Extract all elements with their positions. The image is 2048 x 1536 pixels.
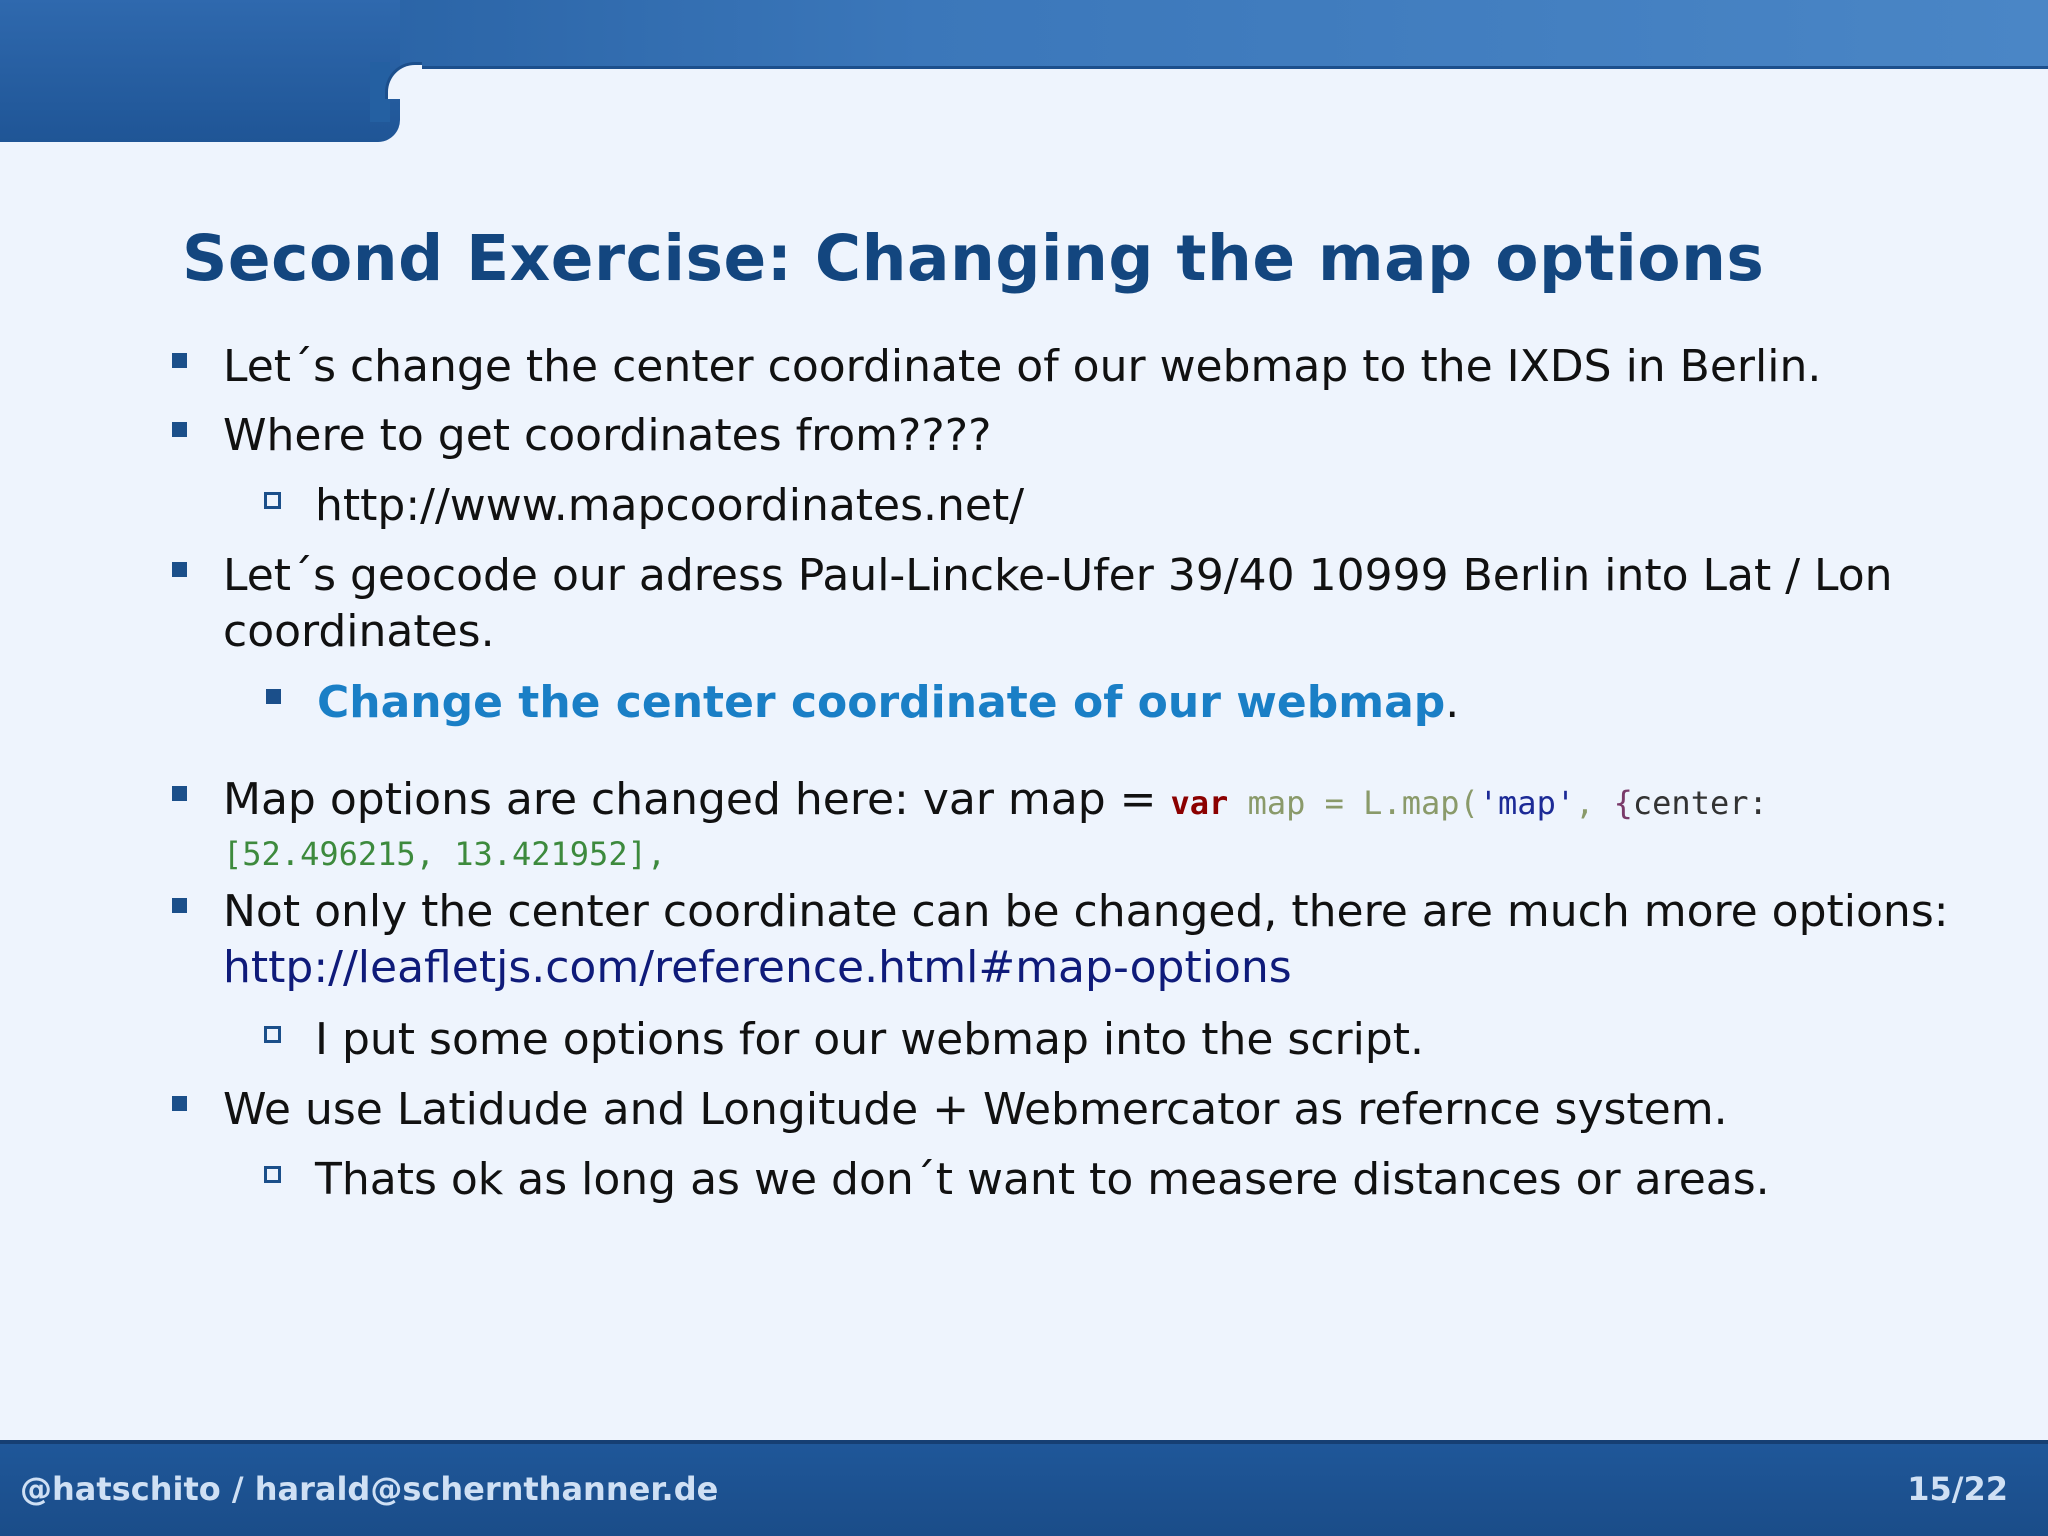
code-string: 'map' — [1478, 784, 1576, 822]
slide-title: Second Exercise: Changing the map options — [182, 222, 1765, 295]
bullet-5-line-1: Not only the center coordinate can be changed, there are much more options: — [223, 886, 1949, 937]
bullet-2: Where to get coordinates from???? — [223, 410, 992, 461]
code-comma: , — [1575, 784, 1614, 822]
bullet-marker — [172, 786, 187, 801]
code-call: map = L.map( — [1228, 784, 1479, 822]
highlight-tail: . — [1445, 677, 1460, 728]
bullet-marker — [172, 422, 187, 437]
footer-author: @hatschito / harald@schernthanner.de — [20, 1470, 719, 1508]
code-brace: { — [1613, 784, 1633, 822]
bullet-3-line-2: coordinates. — [223, 606, 495, 657]
page-number: 15/22 — [1907, 1470, 2008, 1508]
code-center-key: center: — [1632, 784, 1768, 822]
bullet-3-line-1: Let´s geocode our adress Paul-Lincke-Ufer 39/40 10999 Berlin into Lat / Lon — [223, 550, 1893, 601]
code-snippet-line-2: [52.496215, 13.421952], — [223, 835, 667, 873]
bullet-marker — [172, 898, 187, 913]
footer-bar — [0, 1440, 2048, 1536]
bullet-6-1: Thats ok as long as we don´t want to measere distances or areas. — [315, 1154, 1770, 1205]
sub-bullet-marker — [266, 689, 281, 704]
bullet-6: We use Latidude and Longitude + Webmercator as refernce system. — [223, 1084, 1728, 1135]
bullet-1: Let´s change the center coordinate of our webmap to the IXDS in Berlin. — [223, 341, 1822, 392]
bullet-marker — [172, 353, 187, 368]
bullet-4-text: Map options are changed here: var map = — [223, 774, 1171, 825]
header-tab — [0, 0, 400, 142]
code-snippet — [1171, 784, 1768, 822]
bullet-4 — [223, 772, 1768, 831]
bullet-2-1: http://www.mapcoordinates.net/ — [315, 480, 1025, 531]
sub-bullet-marker — [264, 1166, 281, 1183]
code-keyword: var — [1170, 784, 1229, 822]
bullet-marker — [172, 1096, 187, 1111]
sub-bullet-marker — [264, 492, 281, 509]
sub-bullet-marker — [264, 1026, 281, 1043]
bullet-marker — [172, 562, 187, 577]
highlight-text: Change the center coordinate of our webmap — [317, 677, 1446, 728]
leaflet-options-link[interactable]: http://leafletjs.com/reference.html#map-options — [223, 942, 1292, 993]
bullet-3-1 — [317, 675, 1459, 731]
bullet-5-1: I put some options for our webmap into the script. — [315, 1014, 1424, 1065]
